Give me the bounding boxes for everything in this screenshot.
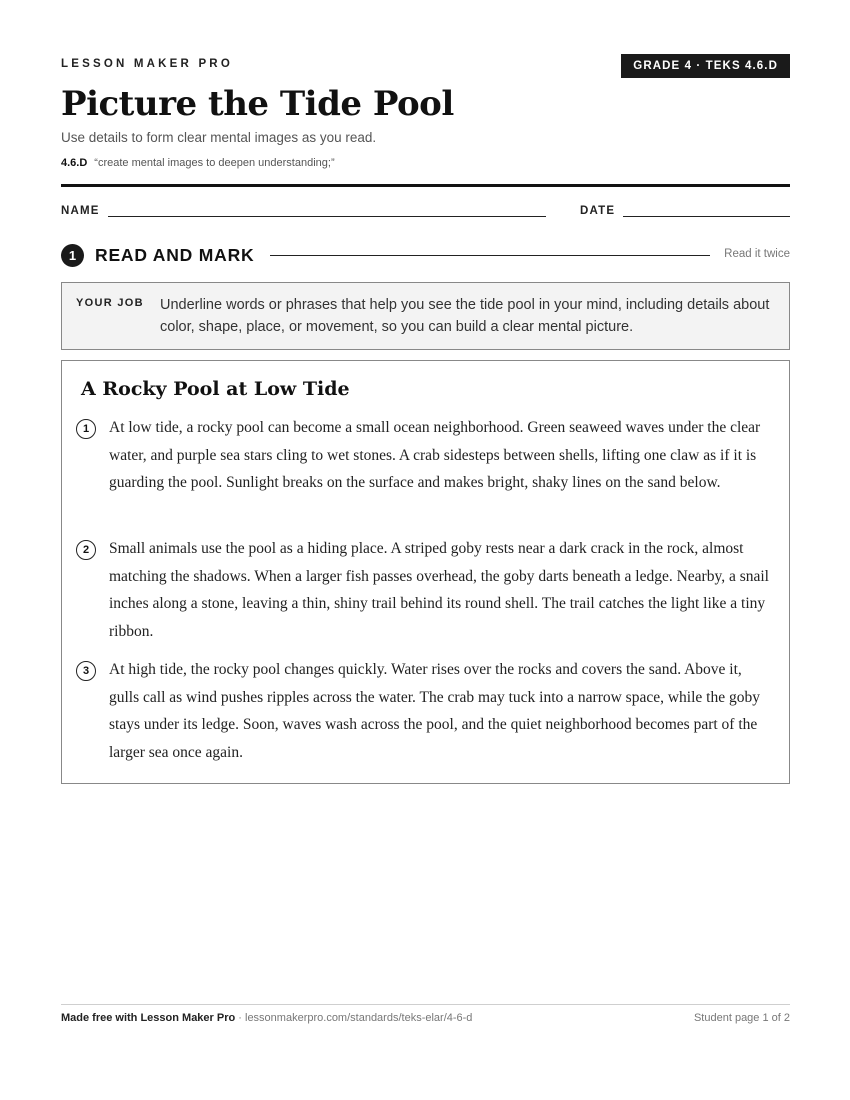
header-divider (61, 184, 790, 187)
standard-code: 4.6.D (61, 157, 88, 169)
footer-divider (61, 1004, 790, 1005)
section-title: READ AND MARK (95, 245, 255, 265)
page-subtitle: Use details to form clear mental images as you read. (61, 130, 377, 145)
paragraph-number: 1 (76, 419, 96, 439)
date-label: DATE (580, 205, 616, 217)
footer-made-with: Made free with Lesson Maker Pro (61, 1012, 236, 1024)
your-job-instructions: Underline words or phrases that help you see the tide pool in your mind, including details about color, shape, place, or movement, so you can build a clear mental picture. (160, 297, 770, 335)
date-field[interactable] (623, 216, 790, 217)
name-field[interactable] (108, 216, 546, 217)
reading-passage (61, 360, 790, 784)
worksheet-page (61, 0, 790, 1100)
footer-page-number: Student page 1 of 2 (693, 1012, 790, 1024)
section-note: Read it twice (724, 248, 790, 260)
footer-separator: · (235, 1012, 245, 1024)
name-label: NAME (61, 205, 100, 217)
grade-standard-badge: GRADE 4 · TEKS 4.6.D (621, 54, 790, 78)
section-rule (270, 255, 710, 256)
standard-text: “create mental images to deepen understanding;” (94, 157, 335, 169)
paragraph-text[interactable]: At high tide, the rocky pool changes quickly. Water rises over the rocks and covers the sand. Above it, gulls call as wind pushes ripples across the water. The crab may tuck into a narrow space, while the goby stays under its ledge. Soon, waves wash across the pool, and the quiet neighborhood becomes part of the larger sea once again. (109, 661, 760, 761)
paragraph-text[interactable]: Small animals use the pool as a hiding place. A striped goby rests near a dark crack in the rock, almost matching the shadows. When a larger fish passes overhead, the goby darts beneath a ledge. Nearby, a snail inches along a stone, leaving a thin, shiny trail behind its round shell. The trail catches the light like a tiny ribbon. (109, 540, 769, 640)
footer-credit (61, 1012, 472, 1024)
paragraph-number: 2 (76, 540, 96, 560)
your-job-label: YOUR JOB (76, 297, 144, 309)
paragraph-number: 3 (76, 661, 96, 681)
page-title: Picture the Tide Pool (61, 84, 454, 124)
section-number-badge: 1 (61, 244, 84, 267)
your-job-box (61, 282, 790, 350)
brand-name: LESSON MAKER PRO (61, 58, 233, 70)
passage-title: A Rocky Pool at Low Tide (81, 378, 350, 400)
paragraph-text[interactable]: At low tide, a rocky pool can become a small ocean neighborhood. Green seaweed waves under the clear water, and purple sea stars cling to wet stones. A crab sidesteps between shells, lifting one claw as if it is guarding the pool. Sunlight breaks on the surface and makes bright, shaky lines on the sand below. (109, 419, 761, 491)
standard-line (61, 157, 335, 169)
footer-url[interactable]: lessonmakerpro.com/standards/teks-elar/4-6-d (245, 1012, 473, 1024)
